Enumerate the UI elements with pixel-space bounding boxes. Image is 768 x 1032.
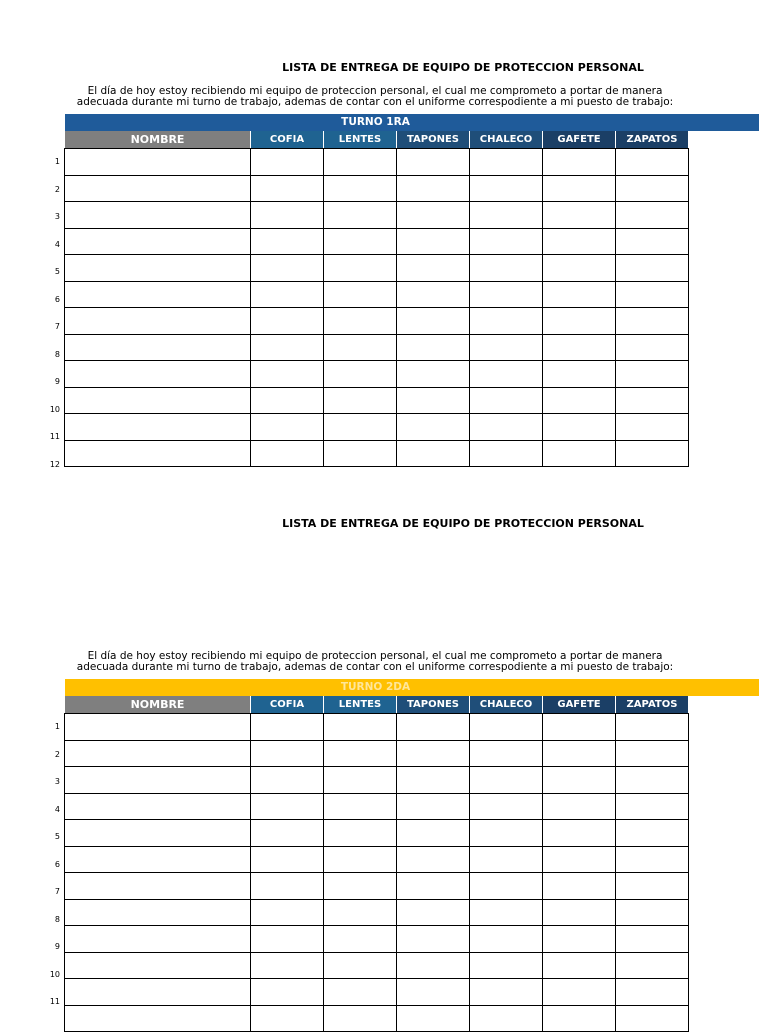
cell-lentes[interactable] bbox=[324, 820, 397, 847]
header-gafete: GAFETE bbox=[542, 131, 615, 148]
cell-nombre[interactable] bbox=[65, 308, 251, 335]
cell-lentes[interactable] bbox=[324, 387, 397, 414]
cell-gafete[interactable] bbox=[543, 899, 616, 926]
cell-lentes[interactable] bbox=[324, 149, 397, 176]
cell-tapones[interactable] bbox=[397, 926, 470, 953]
cell-gafete[interactable] bbox=[543, 149, 616, 176]
table-header bbox=[65, 131, 688, 148]
cell-lentes[interactable] bbox=[324, 873, 397, 900]
header-chaleco: CHALECO bbox=[469, 131, 542, 148]
table-row bbox=[65, 202, 689, 229]
cell-cofia[interactable] bbox=[251, 793, 324, 820]
cell-zapatos[interactable] bbox=[616, 793, 689, 820]
cell-tapones[interactable] bbox=[397, 202, 470, 229]
cell-tapones[interactable] bbox=[397, 149, 470, 176]
cell-lentes[interactable] bbox=[324, 440, 397, 467]
cell-gafete[interactable] bbox=[543, 979, 616, 1006]
table-row bbox=[65, 361, 689, 388]
cell-nombre[interactable] bbox=[65, 149, 251, 176]
table-row bbox=[65, 149, 689, 176]
cell-zapatos[interactable] bbox=[616, 387, 689, 414]
cell-nombre[interactable] bbox=[65, 873, 251, 900]
cell-lentes[interactable] bbox=[324, 202, 397, 229]
intro-line-1: El día de hoy estoy recibiendo mi equipo de proteccion personal, el cual me comprometo a portar de manera bbox=[87, 650, 663, 662]
row-number: 6 bbox=[54, 859, 60, 869]
cell-lentes[interactable] bbox=[324, 281, 397, 308]
cell-zapatos[interactable] bbox=[616, 952, 689, 979]
turno-banner bbox=[65, 114, 759, 131]
cell-cofia[interactable] bbox=[251, 387, 324, 414]
turno-label: TURNO 2DA bbox=[340, 681, 411, 693]
header-gafete: GAFETE bbox=[542, 696, 615, 713]
cell-cofia[interactable] bbox=[251, 873, 324, 900]
cell-tapones[interactable] bbox=[397, 281, 470, 308]
cell-tapones[interactable] bbox=[397, 308, 470, 335]
cell-gafete[interactable] bbox=[543, 281, 616, 308]
row-number: 9 bbox=[54, 942, 60, 951]
cell-chaleco[interactable] bbox=[470, 255, 543, 282]
cell-nombre[interactable] bbox=[65, 979, 251, 1006]
intro-line-2: adecuada durante mi turno de trabajo, ademas de contar con el uniforme correspodiente a mi puesto de trabajo: bbox=[76, 661, 674, 673]
cell-zapatos[interactable] bbox=[616, 873, 689, 900]
cell-nombre[interactable] bbox=[65, 334, 251, 361]
cell-nombre[interactable] bbox=[65, 228, 251, 255]
cell-nombre[interactable] bbox=[65, 440, 251, 467]
table-row bbox=[65, 440, 689, 467]
cell-zapatos[interactable] bbox=[616, 714, 689, 741]
cell-zapatos[interactable] bbox=[616, 361, 689, 388]
header-zapatos: ZAPATOS bbox=[615, 696, 688, 713]
cell-nombre[interactable] bbox=[65, 387, 251, 414]
header-chaleco: CHALECO bbox=[469, 696, 542, 713]
row-number: 7 bbox=[54, 322, 60, 331]
row-number: 10 bbox=[49, 969, 60, 979]
cell-gafete[interactable] bbox=[543, 334, 616, 361]
cell-nombre[interactable] bbox=[65, 820, 251, 847]
row-number: 4 bbox=[54, 804, 60, 814]
table-row bbox=[65, 414, 689, 441]
cell-cofia[interactable] bbox=[251, 228, 324, 255]
cell-cofia[interactable] bbox=[251, 714, 324, 741]
cell-cofia[interactable] bbox=[251, 281, 324, 308]
cell-lentes[interactable] bbox=[324, 740, 397, 767]
cell-chaleco[interactable] bbox=[470, 149, 543, 176]
cell-gafete[interactable] bbox=[543, 361, 616, 388]
cell-zapatos[interactable] bbox=[616, 228, 689, 255]
cell-nombre[interactable] bbox=[65, 255, 251, 282]
table-row bbox=[65, 899, 689, 926]
cell-chaleco[interactable] bbox=[470, 846, 543, 873]
cell-nombre[interactable] bbox=[65, 175, 251, 202]
row-number: 1 bbox=[54, 722, 60, 731]
table-row bbox=[65, 952, 689, 979]
cell-zapatos[interactable] bbox=[616, 820, 689, 847]
row-number: 8 bbox=[54, 914, 60, 924]
turno-label: TURNO 1RA bbox=[341, 116, 410, 128]
cell-chaleco[interactable] bbox=[470, 793, 543, 820]
cell-tapones[interactable] bbox=[397, 899, 470, 926]
intro-text bbox=[0, 651, 750, 673]
cell-zapatos[interactable] bbox=[616, 899, 689, 926]
cell-cofia[interactable] bbox=[251, 440, 324, 467]
cell-lentes[interactable] bbox=[324, 255, 397, 282]
table-row bbox=[65, 793, 689, 820]
cell-lentes[interactable] bbox=[324, 714, 397, 741]
row-number: 11 bbox=[49, 432, 60, 441]
cell-chaleco[interactable] bbox=[470, 308, 543, 335]
cell-cofia[interactable] bbox=[251, 1005, 324, 1032]
cell-nombre[interactable] bbox=[65, 952, 251, 979]
table-row bbox=[65, 334, 689, 361]
cell-zapatos[interactable] bbox=[616, 440, 689, 467]
cell-gafete[interactable] bbox=[543, 846, 616, 873]
cell-tapones[interactable] bbox=[397, 952, 470, 979]
cell-gafete[interactable] bbox=[543, 202, 616, 229]
entry-table bbox=[64, 148, 689, 467]
cell-gafete[interactable] bbox=[543, 414, 616, 441]
row-number: 2 bbox=[54, 749, 60, 759]
row-number: 4 bbox=[54, 239, 60, 249]
cell-chaleco[interactable] bbox=[470, 175, 543, 202]
row-number: 2 bbox=[54, 184, 60, 194]
cell-gafete[interactable] bbox=[543, 228, 616, 255]
row-number: 1 bbox=[54, 157, 60, 166]
row-number: 3 bbox=[54, 212, 60, 221]
cell-cofia[interactable] bbox=[251, 202, 324, 229]
cell-chaleco[interactable] bbox=[470, 926, 543, 953]
row-number: 12 bbox=[49, 459, 60, 469]
cell-gafete[interactable] bbox=[543, 1005, 616, 1032]
row-number: 6 bbox=[54, 294, 60, 304]
cell-tapones[interactable] bbox=[397, 846, 470, 873]
cell-nombre[interactable] bbox=[65, 740, 251, 767]
cell-nombre[interactable] bbox=[65, 714, 251, 741]
cell-lentes[interactable] bbox=[324, 228, 397, 255]
header-cofia: COFIA bbox=[250, 131, 323, 148]
entry-table bbox=[64, 713, 689, 1032]
cell-lentes[interactable] bbox=[324, 361, 397, 388]
table-row bbox=[65, 846, 689, 873]
cell-cofia[interactable] bbox=[251, 149, 324, 176]
table-row bbox=[65, 820, 689, 847]
cell-zapatos[interactable] bbox=[616, 202, 689, 229]
header-tapones: TAPONES bbox=[396, 696, 469, 713]
table-row bbox=[65, 714, 689, 741]
header-nombre: NOMBRE bbox=[65, 696, 250, 713]
cell-zapatos[interactable] bbox=[616, 281, 689, 308]
cell-gafete[interactable] bbox=[543, 873, 616, 900]
cell-nombre[interactable] bbox=[65, 846, 251, 873]
cell-zapatos[interactable] bbox=[616, 175, 689, 202]
cell-tapones[interactable] bbox=[397, 414, 470, 441]
cell-cofia[interactable] bbox=[251, 175, 324, 202]
cell-chaleco[interactable] bbox=[470, 740, 543, 767]
table-row bbox=[65, 979, 689, 1006]
cell-tapones[interactable] bbox=[397, 767, 470, 794]
cell-chaleco[interactable] bbox=[470, 899, 543, 926]
cell-chaleco[interactable] bbox=[470, 714, 543, 741]
cell-chaleco[interactable] bbox=[470, 228, 543, 255]
cell-chaleco[interactable] bbox=[470, 334, 543, 361]
cell-zapatos[interactable] bbox=[616, 979, 689, 1006]
row-number: 5 bbox=[54, 832, 60, 841]
cell-chaleco[interactable] bbox=[470, 873, 543, 900]
cell-tapones[interactable] bbox=[397, 979, 470, 1006]
document-title: LISTA DE ENTREGA DE EQUIPO DE PROTECCION PERSONAL bbox=[282, 61, 644, 74]
table-row bbox=[65, 767, 689, 794]
cell-cofia[interactable] bbox=[251, 846, 324, 873]
table-row bbox=[65, 873, 689, 900]
cell-gafete[interactable] bbox=[543, 767, 616, 794]
header-nombre: NOMBRE bbox=[65, 131, 250, 148]
cell-cofia[interactable] bbox=[251, 899, 324, 926]
cell-lentes[interactable] bbox=[324, 793, 397, 820]
cell-nombre[interactable] bbox=[65, 926, 251, 953]
row-number: 11 bbox=[49, 997, 60, 1006]
cell-nombre[interactable] bbox=[65, 414, 251, 441]
cell-zapatos[interactable] bbox=[616, 740, 689, 767]
row-number: 5 bbox=[54, 267, 60, 276]
cell-gafete[interactable] bbox=[543, 793, 616, 820]
cell-cofia[interactable] bbox=[251, 740, 324, 767]
row-number: 10 bbox=[49, 404, 60, 414]
cell-tapones[interactable] bbox=[397, 387, 470, 414]
cell-chaleco[interactable] bbox=[470, 767, 543, 794]
cell-tapones[interactable] bbox=[397, 740, 470, 767]
intro-line-1: El día de hoy estoy recibiendo mi equipo de proteccion personal, el cual me comprometo a portar de manera bbox=[87, 85, 663, 97]
cell-cofia[interactable] bbox=[251, 979, 324, 1006]
cell-lentes[interactable] bbox=[324, 414, 397, 441]
cell-gafete[interactable] bbox=[543, 740, 616, 767]
cell-chaleco[interactable] bbox=[470, 440, 543, 467]
cell-zapatos[interactable] bbox=[616, 767, 689, 794]
header-zapatos: ZAPATOS bbox=[615, 131, 688, 148]
cell-gafete[interactable] bbox=[543, 820, 616, 847]
cell-nombre[interactable] bbox=[65, 899, 251, 926]
cell-zapatos[interactable] bbox=[616, 255, 689, 282]
header-tapones: TAPONES bbox=[396, 131, 469, 148]
cell-tapones[interactable] bbox=[397, 714, 470, 741]
cell-gafete[interactable] bbox=[543, 175, 616, 202]
cell-chaleco[interactable] bbox=[470, 361, 543, 388]
cell-chaleco[interactable] bbox=[470, 952, 543, 979]
cell-nombre[interactable] bbox=[65, 361, 251, 388]
cell-tapones[interactable] bbox=[397, 1005, 470, 1032]
cell-cofia[interactable] bbox=[251, 414, 324, 441]
cell-cofia[interactable] bbox=[251, 361, 324, 388]
cell-gafete[interactable] bbox=[543, 308, 616, 335]
table-row bbox=[65, 308, 689, 335]
cell-gafete[interactable] bbox=[543, 255, 616, 282]
cell-tapones[interactable] bbox=[397, 255, 470, 282]
table-header bbox=[65, 696, 688, 713]
row-number: 3 bbox=[54, 777, 60, 786]
cell-nombre[interactable] bbox=[65, 281, 251, 308]
cell-lentes[interactable] bbox=[324, 1005, 397, 1032]
cell-cofia[interactable] bbox=[251, 820, 324, 847]
cell-lentes[interactable] bbox=[324, 846, 397, 873]
cell-chaleco[interactable] bbox=[470, 1005, 543, 1032]
row-number: 9 bbox=[54, 377, 60, 386]
cell-lentes[interactable] bbox=[324, 952, 397, 979]
cell-lentes[interactable] bbox=[324, 926, 397, 953]
cell-gafete[interactable] bbox=[543, 952, 616, 979]
cell-tapones[interactable] bbox=[397, 361, 470, 388]
cell-zapatos[interactable] bbox=[616, 1005, 689, 1032]
cell-chaleco[interactable] bbox=[470, 387, 543, 414]
cell-gafete[interactable] bbox=[543, 387, 616, 414]
table-row bbox=[65, 1005, 689, 1032]
cell-zapatos[interactable] bbox=[616, 414, 689, 441]
cell-cofia[interactable] bbox=[251, 308, 324, 335]
cell-zapatos[interactable] bbox=[616, 149, 689, 176]
cell-tapones[interactable] bbox=[397, 793, 470, 820]
cell-tapones[interactable] bbox=[397, 334, 470, 361]
header-cofia: COFIA bbox=[250, 696, 323, 713]
cell-chaleco[interactable] bbox=[470, 820, 543, 847]
cell-zapatos[interactable] bbox=[616, 334, 689, 361]
table-row bbox=[65, 281, 689, 308]
table-row bbox=[65, 255, 689, 282]
cell-chaleco[interactable] bbox=[470, 281, 543, 308]
cell-tapones[interactable] bbox=[397, 228, 470, 255]
row-number: 8 bbox=[54, 349, 60, 359]
cell-zapatos[interactable] bbox=[616, 846, 689, 873]
cell-nombre[interactable] bbox=[65, 202, 251, 229]
cell-chaleco[interactable] bbox=[470, 202, 543, 229]
intro-line-2: adecuada durante mi turno de trabajo, ademas de contar con el uniforme correspodiente a mi puesto de trabajo: bbox=[76, 96, 674, 108]
cell-cofia[interactable] bbox=[251, 334, 324, 361]
cell-gafete[interactable] bbox=[543, 926, 616, 953]
table-row bbox=[65, 228, 689, 255]
cell-nombre[interactable] bbox=[65, 793, 251, 820]
cell-nombre[interactable] bbox=[65, 1005, 251, 1032]
cell-zapatos[interactable] bbox=[616, 308, 689, 335]
table-row bbox=[65, 175, 689, 202]
cell-chaleco[interactable] bbox=[470, 414, 543, 441]
document-title: LISTA DE ENTREGA DE EQUIPO DE PROTECCION PERSONAL bbox=[282, 517, 644, 530]
cell-lentes[interactable] bbox=[324, 979, 397, 1006]
table-row bbox=[65, 926, 689, 953]
cell-chaleco[interactable] bbox=[470, 979, 543, 1006]
cell-tapones[interactable] bbox=[397, 440, 470, 467]
cell-cofia[interactable] bbox=[251, 767, 324, 794]
cell-cofia[interactable] bbox=[251, 926, 324, 953]
cell-nombre[interactable] bbox=[65, 767, 251, 794]
cell-tapones[interactable] bbox=[397, 175, 470, 202]
table-row bbox=[65, 387, 689, 414]
cell-cofia[interactable] bbox=[251, 255, 324, 282]
header-lentes: LENTES bbox=[323, 696, 396, 713]
cell-gafete[interactable] bbox=[543, 440, 616, 467]
cell-lentes[interactable] bbox=[324, 175, 397, 202]
row-number: 7 bbox=[54, 887, 60, 896]
cell-lentes[interactable] bbox=[324, 308, 397, 335]
cell-lentes[interactable] bbox=[324, 899, 397, 926]
table-row bbox=[65, 740, 689, 767]
cell-zapatos[interactable] bbox=[616, 926, 689, 953]
intro-text bbox=[0, 86, 750, 108]
cell-lentes[interactable] bbox=[324, 767, 397, 794]
cell-tapones[interactable] bbox=[397, 873, 470, 900]
cell-lentes[interactable] bbox=[324, 334, 397, 361]
cell-tapones[interactable] bbox=[397, 820, 470, 847]
cell-gafete[interactable] bbox=[543, 714, 616, 741]
header-lentes: LENTES bbox=[323, 131, 396, 148]
cell-cofia[interactable] bbox=[251, 952, 324, 979]
turno-banner bbox=[65, 679, 759, 696]
